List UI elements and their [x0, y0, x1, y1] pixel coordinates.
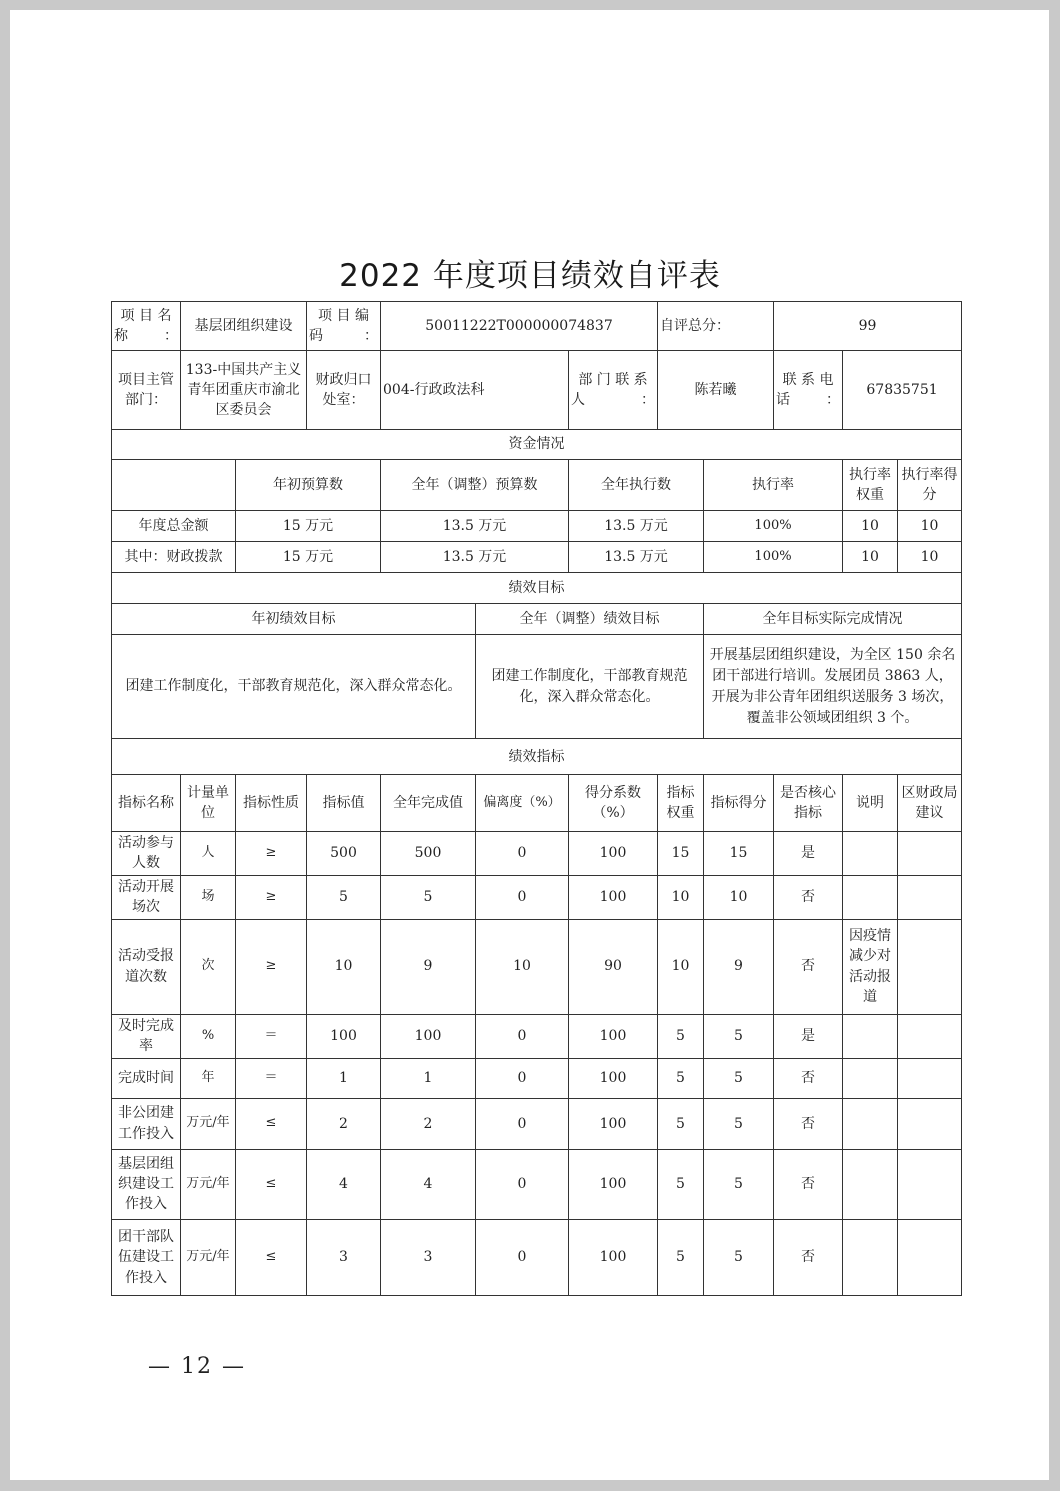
indicator-cell: 100: [569, 1219, 658, 1295]
funds-cell: 13.5 万元: [381, 542, 569, 573]
indicator-cell: [843, 831, 898, 875]
indicator-cell: 否: [774, 875, 843, 919]
indicator-cell: 500: [307, 831, 381, 875]
info-row-2: [112, 351, 962, 430]
indicator-cell: [843, 1219, 898, 1295]
funds-cell: 13.5 万元: [569, 511, 704, 542]
indicator-cell: [898, 1014, 962, 1058]
funds-cell: 100%: [704, 511, 843, 542]
goals-header-row: [112, 604, 962, 635]
dept-label: 项目主管部门：: [112, 351, 181, 430]
indicator-cell: 0: [476, 831, 569, 875]
indicator-cell: [843, 1058, 898, 1098]
indicator-cell: 否: [774, 919, 843, 1014]
indicator-cell: 及时完成率: [112, 1014, 181, 1058]
indicator-rows: [112, 831, 962, 1295]
indicator-cell: 5: [381, 875, 476, 919]
funds-section-row: [112, 430, 962, 460]
indicator-header-cell: 全年完成值: [381, 775, 476, 831]
phone-label: 联 系 电话：: [774, 351, 843, 430]
indicator-cell: 2: [307, 1098, 381, 1149]
actual-completion-text: 开展基层团组织建设，为全区 150 余名团干部进行培训。发展团员 3863 人，开展为非公青年团组织送服务 3 场次，覆盖非公领域团组织 3 个。: [704, 635, 962, 739]
indicator-row: [112, 1219, 962, 1295]
indicator-cell: 是: [774, 1014, 843, 1058]
indicator-cell: ≥: [236, 919, 307, 1014]
info-row-1: [112, 302, 962, 351]
indicator-cell: 100: [569, 1149, 658, 1219]
indicator-cell: [843, 1014, 898, 1058]
indicator-cell: 1: [381, 1058, 476, 1098]
indicator-header-cell: 指标得分: [704, 775, 774, 831]
indicator-cell: 15: [658, 831, 704, 875]
funds-header-cell: 年初预算数: [236, 460, 381, 511]
indicator-cell: 10: [704, 875, 774, 919]
indicator-cell: 100: [569, 875, 658, 919]
indicator-cell: 100: [569, 831, 658, 875]
funds-header-row: [112, 460, 962, 511]
indicator-cell: 0: [476, 1058, 569, 1098]
indicator-cell: 0: [476, 875, 569, 919]
page-number: — 12 —: [148, 1354, 246, 1379]
indicator-cell: [898, 1098, 962, 1149]
funds-cell: 15 万元: [236, 542, 381, 573]
goals-header-cell: 全年目标实际完成情况: [704, 604, 962, 635]
funds-row: [112, 511, 962, 542]
indicators-section-row: [112, 739, 962, 775]
project-code-label: 项 目 编码：: [307, 302, 381, 351]
goals-section-title: 绩效目标: [112, 573, 962, 604]
indicator-cell: 10: [476, 919, 569, 1014]
contact-value: 陈若曦: [658, 351, 774, 430]
indicator-cell: 5: [704, 1149, 774, 1219]
indicator-cell: 9: [704, 919, 774, 1014]
goals-section-row: [112, 573, 962, 604]
indicator-cell: %: [181, 1014, 236, 1058]
indicator-header-cell: 指标值: [307, 775, 381, 831]
indicator-cell: 5: [658, 1219, 704, 1295]
contact-label: 部 门 联 系人：: [569, 351, 658, 430]
indicator-cell: ＝: [236, 1014, 307, 1058]
indicator-cell: [898, 831, 962, 875]
indicator-cell: 否: [774, 1149, 843, 1219]
indicator-cell: 场: [181, 875, 236, 919]
indicator-cell: 完成时间: [112, 1058, 181, 1098]
indicator-cell: 5: [704, 1219, 774, 1295]
adjusted-goal-text: 团建工作制度化，干部教育规范化，深入群众常态化。: [476, 635, 704, 739]
indicator-cell: 团干部队伍建设工作投入: [112, 1219, 181, 1295]
funds-cell: 13.5 万元: [569, 542, 704, 573]
finance-office-value: 004-行政政法科: [381, 351, 569, 430]
indicator-cell: 10: [658, 919, 704, 1014]
indicator-cell: 100: [569, 1058, 658, 1098]
indicator-row: [112, 831, 962, 875]
funds-cell: 100%: [704, 542, 843, 573]
indicator-cell: ≤: [236, 1098, 307, 1149]
total-score-label: 自评总分：: [658, 302, 774, 351]
indicator-cell: 年: [181, 1058, 236, 1098]
indicator-cell: 3: [381, 1219, 476, 1295]
indicator-cell: [843, 875, 898, 919]
initial-goal-text: 团建工作制度化，干部教育规范化，深入群众常态化。: [112, 635, 476, 739]
indicator-cell: 活动受报道次数: [112, 919, 181, 1014]
funds-header-cell: 执行率权重: [843, 460, 898, 511]
indicator-row: [112, 1014, 962, 1058]
indicator-cell: ＝: [236, 1058, 307, 1098]
funds-section-title: 资金情况: [112, 430, 962, 460]
indicator-cell: ≤: [236, 1219, 307, 1295]
performance-evaluation-table: [111, 301, 962, 1296]
indicator-cell: 万元/年: [181, 1149, 236, 1219]
indicators-header-row: [112, 775, 962, 831]
funds-cell: 年度总金额: [112, 511, 236, 542]
indicator-header-cell: 偏离度（%）: [476, 775, 569, 831]
indicator-cell: 5: [704, 1098, 774, 1149]
indicator-cell: 5: [658, 1098, 704, 1149]
indicator-cell: 90: [569, 919, 658, 1014]
indicator-cell: 100: [381, 1014, 476, 1058]
indicator-cell: 万元/年: [181, 1219, 236, 1295]
indicator-row: [112, 875, 962, 919]
indicator-cell: 5: [704, 1058, 774, 1098]
project-name-value: 基层团组织建设: [181, 302, 307, 351]
indicator-cell: [843, 1149, 898, 1219]
indicator-cell: 1: [307, 1058, 381, 1098]
indicator-cell: 人: [181, 831, 236, 875]
indicator-cell: 否: [774, 1098, 843, 1149]
goals-header-cell: 全年（调整）绩效目标: [476, 604, 704, 635]
total-score-value: 99: [774, 302, 962, 351]
indicator-cell: 否: [774, 1058, 843, 1098]
project-code-value: 50011222T000000074837: [381, 302, 658, 351]
indicator-cell: 100: [569, 1098, 658, 1149]
funds-cell: 13.5 万元: [381, 511, 569, 542]
indicator-cell: 5: [658, 1058, 704, 1098]
finance-office-label: 财政归口处室：: [307, 351, 381, 430]
indicator-cell: 10: [307, 919, 381, 1014]
funds-cell: 10: [898, 542, 962, 573]
indicator-cell: 0: [476, 1219, 569, 1295]
indicator-cell: 基层团组织建设工作投入: [112, 1149, 181, 1219]
indicator-cell: 因疫情减少对活动报道: [843, 919, 898, 1014]
indicator-cell: 非公团建工作投入: [112, 1098, 181, 1149]
indicator-cell: 否: [774, 1219, 843, 1295]
indicators-section-title: 绩效指标: [112, 739, 962, 775]
indicator-cell: [898, 919, 962, 1014]
indicator-cell: [898, 1149, 962, 1219]
indicator-cell: 2: [381, 1098, 476, 1149]
indicator-header-cell: 指标权重: [658, 775, 704, 831]
indicator-cell: 活动参与人数: [112, 831, 181, 875]
indicator-cell: 0: [476, 1098, 569, 1149]
indicator-row: [112, 919, 962, 1014]
indicator-cell: ≥: [236, 875, 307, 919]
indicator-cell: 5: [307, 875, 381, 919]
indicator-header-cell: 指标名称: [112, 775, 181, 831]
dept-value: 133-中国共产主义青年团重庆市渝北区委员会: [181, 351, 307, 430]
indicator-header-cell: 是否核心指标: [774, 775, 843, 831]
funds-row: [112, 542, 962, 573]
indicator-cell: 是: [774, 831, 843, 875]
indicator-cell: [898, 1219, 962, 1295]
project-name-label: 项 目 名称：: [112, 302, 181, 351]
indicator-header-cell: 区财政局建议: [898, 775, 962, 831]
indicator-cell: ≥: [236, 831, 307, 875]
indicator-cell: 4: [307, 1149, 381, 1219]
funds-cell: 10: [898, 511, 962, 542]
indicator-cell: 万元/年: [181, 1098, 236, 1149]
indicator-cell: 5: [704, 1014, 774, 1058]
document-title: 2022 年度项目绩效自评表: [339, 258, 721, 294]
indicator-cell: 0: [476, 1149, 569, 1219]
goals-header-cell: 年初绩效目标: [112, 604, 476, 635]
indicator-cell: 0: [476, 1014, 569, 1058]
indicator-cell: [898, 1058, 962, 1098]
indicator-cell: 500: [381, 831, 476, 875]
indicator-cell: ≤: [236, 1149, 307, 1219]
phone-value: 67835751: [843, 351, 962, 430]
goals-content-row: [112, 635, 962, 739]
indicator-cell: 100: [307, 1014, 381, 1058]
indicator-cell: 活动开展场次: [112, 875, 181, 919]
indicator-cell: 3: [307, 1219, 381, 1295]
indicator-header-cell: 得分系数（%）: [569, 775, 658, 831]
indicator-header-cell: 指标性质: [236, 775, 307, 831]
indicator-cell: 5: [658, 1014, 704, 1058]
indicator-row: [112, 1149, 962, 1219]
indicator-cell: 15: [704, 831, 774, 875]
indicator-cell: [843, 1098, 898, 1149]
indicator-cell: 次: [181, 919, 236, 1014]
indicator-header-cell: 说明: [843, 775, 898, 831]
indicator-row: [112, 1058, 962, 1098]
funds-cell: 其中：财政拨款: [112, 542, 236, 573]
indicator-cell: 100: [569, 1014, 658, 1058]
indicator-cell: 4: [381, 1149, 476, 1219]
funds-header-cell: 全年执行数: [569, 460, 704, 511]
indicator-cell: 9: [381, 919, 476, 1014]
indicator-header-cell: 计量单位: [181, 775, 236, 831]
indicator-row: [112, 1098, 962, 1149]
funds-cell: 10: [843, 511, 898, 542]
funds-header-cell: [112, 460, 236, 511]
funds-header-cell: 执行率: [704, 460, 843, 511]
indicator-cell: 5: [658, 1149, 704, 1219]
funds-header-cell: 全年（调整）预算数: [381, 460, 569, 511]
funds-cell: 15 万元: [236, 511, 381, 542]
funds-header-cell: 执行率得分: [898, 460, 962, 511]
indicator-cell: 10: [658, 875, 704, 919]
funds-cell: 10: [843, 542, 898, 573]
indicator-cell: [898, 875, 962, 919]
